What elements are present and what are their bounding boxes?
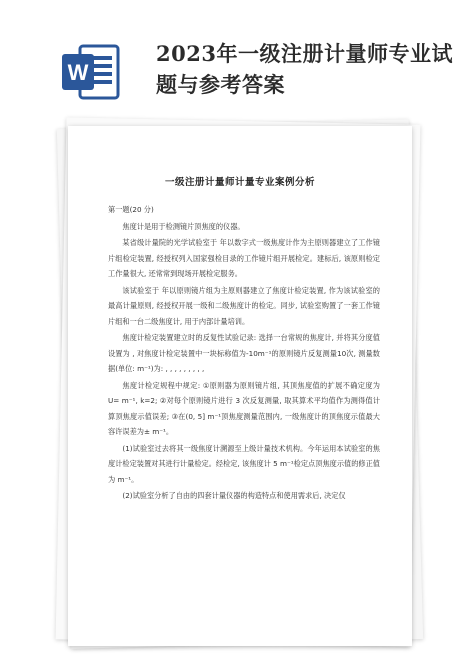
paragraph: 焦度计是用于检测镜片顶焦度的仪器。: [122, 221, 245, 231]
paragraph-question-header: 第一题(20 分): [108, 205, 154, 214]
paragraph: 焦度计检定规程中规定: ①原则器为原则镜片组, 其顶焦度值的扩展不确定度为 U= m⁻¹, k=2; ②对每个原则镜片进行 3 次反复测量, 取其算术平均值作为测得值计算顶焦度示值误差; ③在(0, 5] m⁻¹顶焦度测量范围内, 一级焦度计的顶焦度示值最大容许误差为± m⁻¹。: [108, 380, 380, 436]
document-sheet: [68, 126, 412, 646]
document-title: 一级注册计量师计量专业案例分析: [164, 177, 315, 188]
page-title: 2023年一级注册计量师专业试题与参考答案: [156, 41, 453, 97]
paragraph: 焦度计检定装置建立时的反复性试验记录: 选择一台常规的焦度计, 并将其分度值设置为 , 对焦度计检定装置中一块标称值为-10m⁻¹的原则镜片反复测量10次, 测量数据(单位: m⁻¹)为: , , , , , , , , ,: [108, 333, 380, 373]
document-preview[interactable]: [58, 118, 418, 648]
document-body: [108, 202, 380, 505]
word-icon-letter: W: [67, 60, 89, 85]
paragraph: 某省级计量院的光学试验室于 年以数字式一级焦度计作为主原则器建立了工作镜片组检定装置, 经授权列入国家强检目录的工作镜片组开展检定。建标后, 该原则检定工作量很大, 还常常到现场开展检定服务。: [108, 238, 380, 278]
word-document-icon: [60, 40, 124, 104]
paragraph: (1)试验室过去将其一级焦度计溯源至上级计量技术机构。今年运用本试验室的焦度计检定装置对其进行计量检定。经检定, 该焦度计 5 m⁻¹检定点顶焦度示值的修正值为 m⁻¹。: [108, 443, 380, 484]
paragraph: 该试验室于 年以原则镜片组为主原则器建立了焦度计检定装置, 作为该试验室的最高计量原则, 经授权开展一级和二级焦度计的检定。同步, 试验室购置了一套工作镜片组和一台二级焦度计, 用于内部计量培训。: [108, 285, 380, 326]
paragraph: (2)试验室分析了自由的四套计量仪器的构造特点和使用需求后, 决定仅: [122, 491, 346, 500]
